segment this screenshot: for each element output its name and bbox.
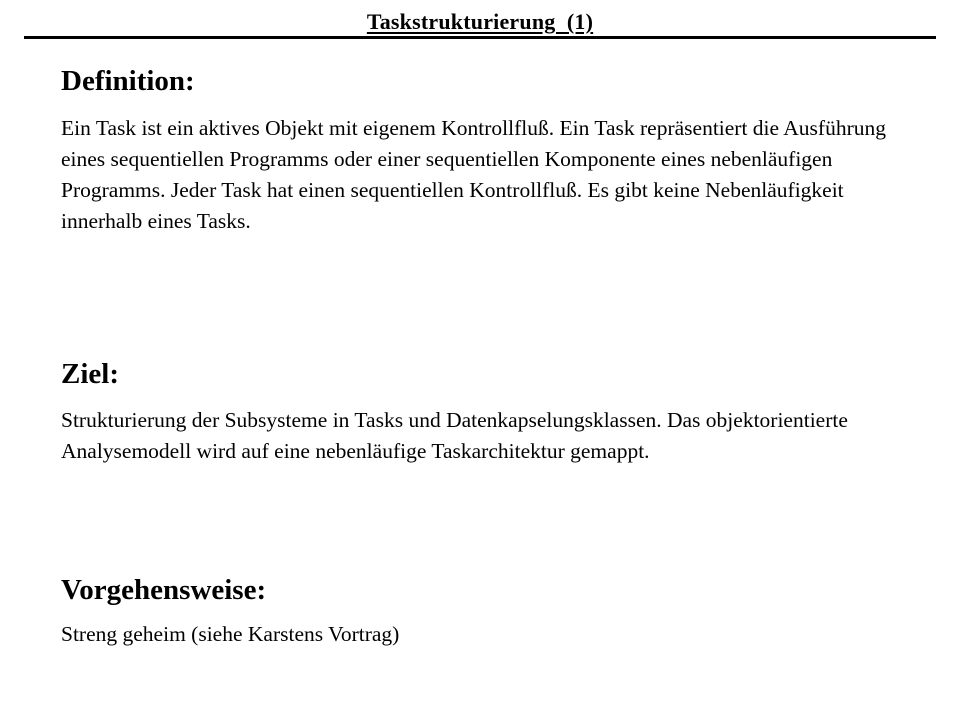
section-text-vorgehensweise: Streng geheim (siehe Karstens Vortrag) [61, 622, 400, 646]
section-text-ziel: Strukturierung der Subsysteme in Tasks und Datenkapselungsklassen. Das objektorientierte Analysemodell wird auf eine nebenläufige Taskarchitektur gemappt. [61, 408, 848, 463]
section-heading-vorgehensweise: Vorgehensweise: [61, 574, 267, 606]
slide-title: Taskstrukturierung (1) [366, 9, 594, 34]
section-definition [61, 64, 901, 237]
slide-header [24, 8, 936, 39]
section-ziel [61, 357, 901, 467]
section-heading-definition: Definition: [61, 65, 195, 97]
section-text-definition: Ein Task ist ein aktives Objekt mit eigenem Kontrollfluß. Ein Task repräsentiert die Ausführung eines sequentiellen Programms oder einer sequentiellen Komponente eines nebenläufigen Programms. Jeder Task hat einen sequentiellen Kontrollfluß. Es gibt keine Nebenläufigkeit innerhalb eines Tasks. [61, 116, 886, 233]
section-vorgehensweise [61, 573, 901, 650]
section-heading-ziel: Ziel: [61, 358, 119, 390]
